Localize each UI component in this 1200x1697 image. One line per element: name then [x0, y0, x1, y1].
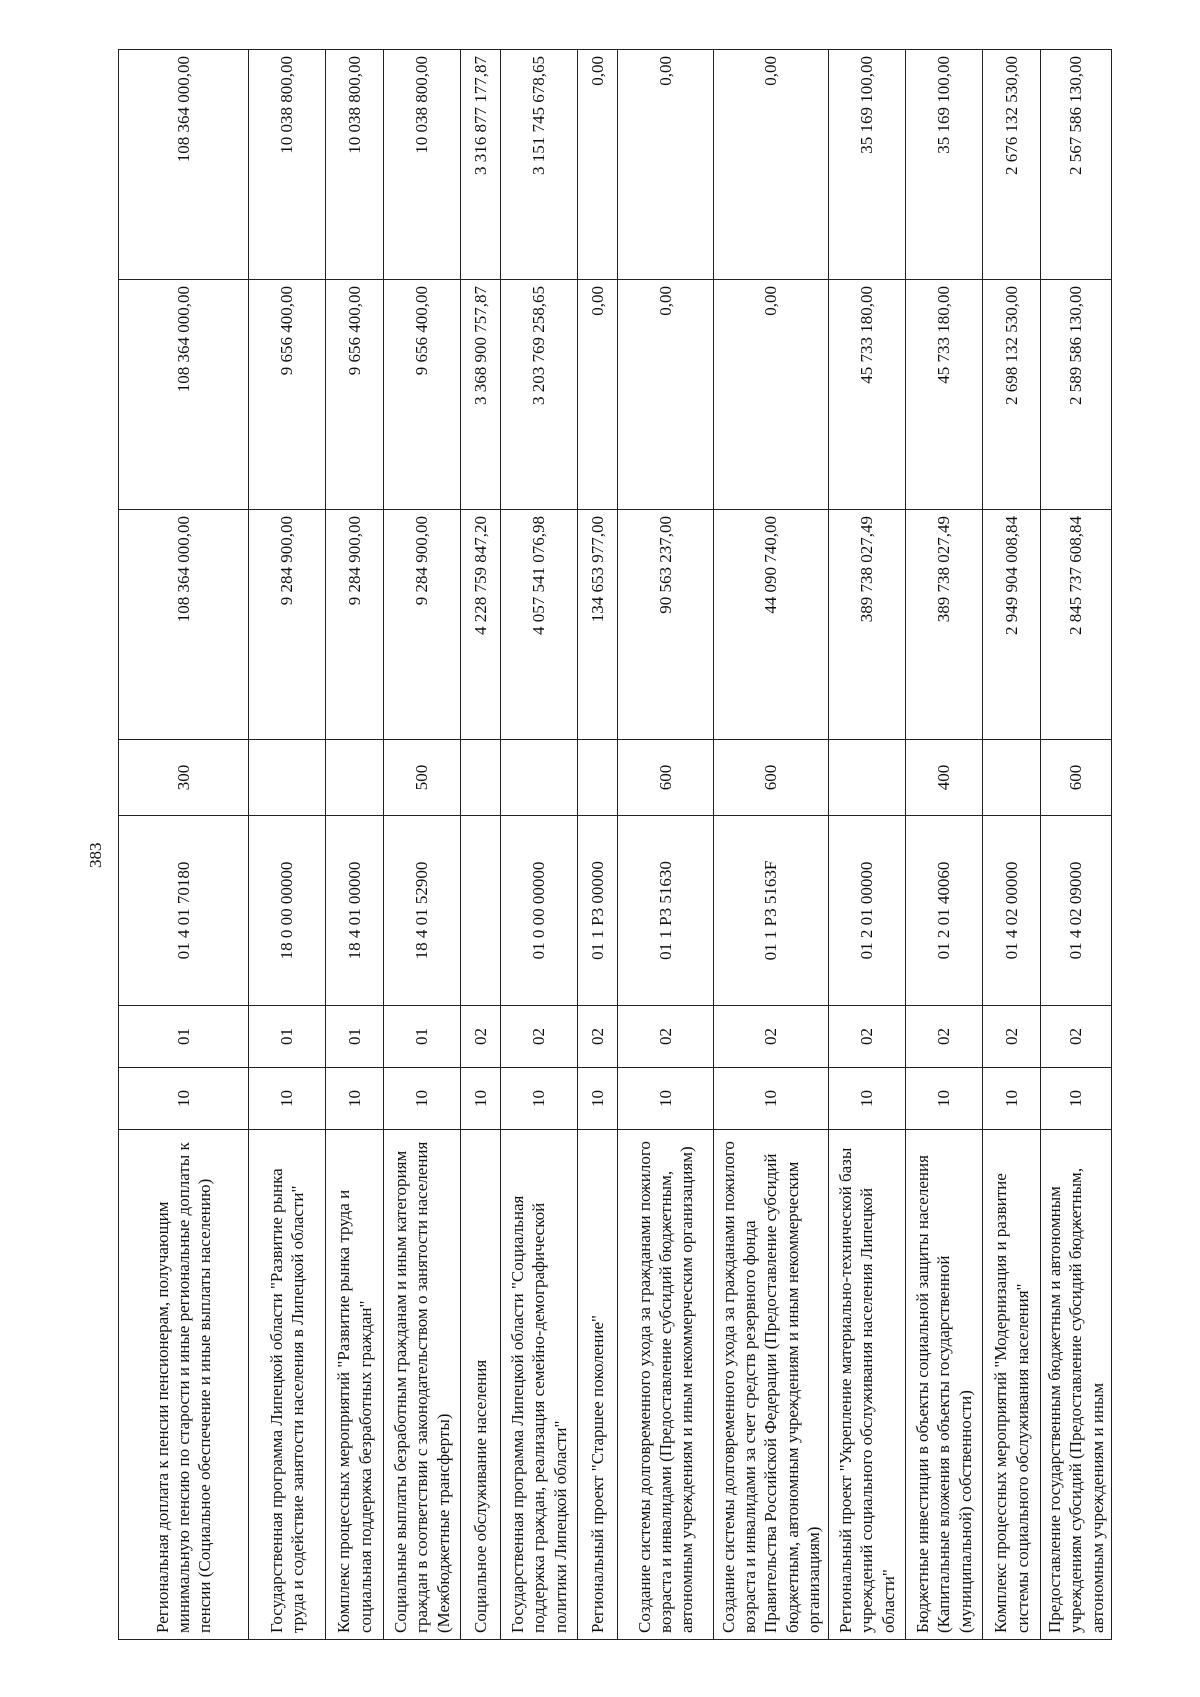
table-row: [618, 50, 714, 1640]
amount-year2-cell: 9 656 400,00: [384, 280, 461, 510]
target-article-cell: 01 0 00 00000: [501, 816, 578, 1006]
expense-type-cell: 600: [1041, 740, 1112, 816]
amount-year1-cell: 389 738 027,49: [829, 510, 906, 740]
table-row: [1041, 50, 1112, 1640]
budget-table-body: [119, 50, 1112, 1640]
expense-type-cell: [326, 740, 384, 816]
amount-year3-cell: 35 169 100,00: [906, 50, 983, 280]
section-code-cell: 10: [326, 1068, 384, 1130]
amount-year1-cell: 9 284 900,00: [384, 510, 461, 740]
row-name-cell: Комплекс процессных мероприятий "Развитие рынка труда и социальная поддержка безработных граждан": [326, 1130, 384, 1640]
subsection-code-cell: 02: [1041, 1006, 1112, 1068]
target-article-cell: 01 2 01 40060: [906, 816, 983, 1006]
subsection-code-cell: 02: [714, 1006, 829, 1068]
row-name-cell: Социальные выплаты безработным гражданам и иным категориям граждан в соответствии с законодательством о занятости населения (Межбюджетные трансферты): [384, 1130, 461, 1640]
section-code-cell: 10: [384, 1068, 461, 1130]
subsection-code-cell: 02: [578, 1006, 618, 1068]
target-article-cell: 01 4 02 09000: [1041, 816, 1112, 1006]
row-name-cell: Создание системы долговременного ухода за гражданами пожилого возраста и инвалидами (Предоставление субсидий бюджетным, автономным учреждениям и иным некоммерческим организациям): [618, 1130, 714, 1640]
amount-year2-cell: 9 656 400,00: [326, 280, 384, 510]
amount-year2-cell: 2 698 132 530,00: [983, 280, 1041, 510]
amount-year3-cell: 3 151 745 678,65: [501, 50, 578, 280]
amount-year1-cell: 108 364 000,00: [119, 510, 249, 740]
subsection-code-cell: 02: [983, 1006, 1041, 1068]
target-article-cell: 18 4 01 52900: [384, 816, 461, 1006]
row-name-cell: Региональный проект "Укрепление материально-технической базы учреждений социального обслуживания населения Липецкой области": [829, 1130, 906, 1640]
amount-year1-cell: 90 563 237,00: [618, 510, 714, 740]
section-code-cell: 10: [249, 1068, 326, 1130]
row-name-cell: Социальное обслуживание населения: [461, 1130, 501, 1640]
row-name-cell: Бюджетные инвестиции в объекты социальной защиты населения (Капитальные вложения в объекты государственной (муниципальной) собственности): [906, 1130, 983, 1640]
expense-type-cell: [578, 740, 618, 816]
subsection-code-cell: 02: [618, 1006, 714, 1068]
subsection-code-cell: 01: [326, 1006, 384, 1068]
table-row: [249, 50, 326, 1640]
table-row: [906, 50, 983, 1640]
amount-year2-cell: 2 589 586 130,00: [1041, 280, 1112, 510]
section-code-cell: 10: [829, 1068, 906, 1130]
target-article-cell: 01 1 P3 51630: [618, 816, 714, 1006]
amount-year3-cell: 0,00: [578, 50, 618, 280]
table-row: [119, 50, 249, 1640]
subsection-code-cell: 01: [249, 1006, 326, 1068]
section-code-cell: 10: [501, 1068, 578, 1130]
section-code-cell: 10: [461, 1068, 501, 1130]
section-code-cell: 10: [578, 1068, 618, 1130]
page-number: 383: [86, 842, 105, 868]
row-name-cell: Государственная программа Липецкой области "Социальная поддержка граждан, реализация семейно-демографической политики Липецкой области": [501, 1130, 578, 1640]
target-article-cell: [461, 816, 501, 1006]
amount-year3-cell: 108 364 000,00: [119, 50, 249, 280]
expense-type-cell: 300: [119, 740, 249, 816]
amount-year2-cell: 9 656 400,00: [249, 280, 326, 510]
amount-year3-cell: 10 038 800,00: [326, 50, 384, 280]
expense-type-cell: [501, 740, 578, 816]
amount-year1-cell: 44 090 740,00: [714, 510, 829, 740]
table-row: [501, 50, 578, 1640]
target-article-cell: 01 4 02 00000: [983, 816, 1041, 1006]
rotated-table-container: [118, 50, 1107, 1640]
amount-year1-cell: 4 228 759 847,20: [461, 510, 501, 740]
expense-type-cell: [983, 740, 1041, 816]
amount-year1-cell: 2 845 737 608,84: [1041, 510, 1112, 740]
subsection-code-cell: 01: [119, 1006, 249, 1068]
section-code-cell: 10: [906, 1068, 983, 1130]
expense-type-cell: 400: [906, 740, 983, 816]
amount-year2-cell: 45 733 180,00: [906, 280, 983, 510]
subsection-code-cell: 02: [906, 1006, 983, 1068]
amount-year3-cell: 2 676 132 530,00: [983, 50, 1041, 280]
target-article-cell: 01 1 P3 00000: [578, 816, 618, 1006]
amount-year2-cell: 45 733 180,00: [829, 280, 906, 510]
expense-type-cell: [461, 740, 501, 816]
amount-year3-cell: 2 567 586 130,00: [1041, 50, 1112, 280]
amount-year1-cell: 9 284 900,00: [326, 510, 384, 740]
row-name-cell: Создание системы долговременного ухода за гражданами пожилого возраста и инвалидами за счет средств резервного фонда Правительства Российской Федерации (Предоставление субсидий бюджетным, автономным учреждениям и иным некоммерческим организациям): [714, 1130, 829, 1640]
amount-year1-cell: 4 057 541 076,98: [501, 510, 578, 740]
amount-year3-cell: 10 038 800,00: [249, 50, 326, 280]
row-name-cell: Региональный проект "Старшее поколение": [578, 1130, 618, 1640]
row-name-cell: Государственная программа Липецкой области "Развитие рынка труда и содействие занятости населения в Липецкой области": [249, 1130, 326, 1640]
amount-year3-cell: 35 169 100,00: [829, 50, 906, 280]
table-row: [384, 50, 461, 1640]
row-name-cell: Комплекс процессных мероприятий "Модернизация и развитие системы социального обслуживания населения": [983, 1130, 1041, 1640]
row-name-cell: Предоставление государственным бюджетным и автономным учреждениям субсидий (Предоставление субсидий бюджетным, автономным учреждениям и иным: [1041, 1130, 1112, 1640]
budget-table: [118, 49, 1112, 1640]
expense-type-cell: 600: [618, 740, 714, 816]
table-row: [578, 50, 618, 1640]
amount-year1-cell: 9 284 900,00: [249, 510, 326, 740]
amount-year2-cell: 0,00: [618, 280, 714, 510]
amount-year1-cell: 389 738 027,49: [906, 510, 983, 740]
table-row: [829, 50, 906, 1640]
table-row: [714, 50, 829, 1640]
amount-year1-cell: 134 653 977,00: [578, 510, 618, 740]
expense-type-cell: 600: [714, 740, 829, 816]
amount-year2-cell: 3 203 769 258,65: [501, 280, 578, 510]
expense-type-cell: 500: [384, 740, 461, 816]
subsection-code-cell: 02: [461, 1006, 501, 1068]
table-row: [983, 50, 1041, 1640]
amount-year2-cell: 0,00: [578, 280, 618, 510]
subsection-code-cell: 02: [829, 1006, 906, 1068]
amount-year3-cell: 0,00: [618, 50, 714, 280]
table-row: [326, 50, 384, 1640]
section-code-cell: 10: [119, 1068, 249, 1130]
target-article-cell: 18 0 00 00000: [249, 816, 326, 1006]
expense-type-cell: [829, 740, 906, 816]
amount-year3-cell: 10 038 800,00: [384, 50, 461, 280]
subsection-code-cell: 02: [501, 1006, 578, 1068]
target-article-cell: 18 4 01 00000: [326, 816, 384, 1006]
amount-year3-cell: 0,00: [714, 50, 829, 280]
amount-year2-cell: 0,00: [714, 280, 829, 510]
target-article-cell: 01 2 01 00000: [829, 816, 906, 1006]
amount-year1-cell: 2 949 904 008,84: [983, 510, 1041, 740]
target-article-cell: 01 1 P3 5163F: [714, 816, 829, 1006]
amount-year2-cell: 3 368 900 757,87: [461, 280, 501, 510]
subsection-code-cell: 01: [384, 1006, 461, 1068]
table-row: [461, 50, 501, 1640]
amount-year3-cell: 3 316 877 177,87: [461, 50, 501, 280]
expense-type-cell: [249, 740, 326, 816]
section-code-cell: 10: [714, 1068, 829, 1130]
amount-year2-cell: 108 364 000,00: [119, 280, 249, 510]
row-name-cell: Региональная доплата к пенсии пенсионерам, получающим минимальную пенсию по старости и иные региональные доплаты к пенсии (Социальное обеспечение и иные выплаты населению): [119, 1130, 249, 1640]
section-code-cell: 10: [1041, 1068, 1112, 1130]
target-article-cell: 01 4 01 70180: [119, 816, 249, 1006]
section-code-cell: 10: [983, 1068, 1041, 1130]
section-code-cell: 10: [618, 1068, 714, 1130]
